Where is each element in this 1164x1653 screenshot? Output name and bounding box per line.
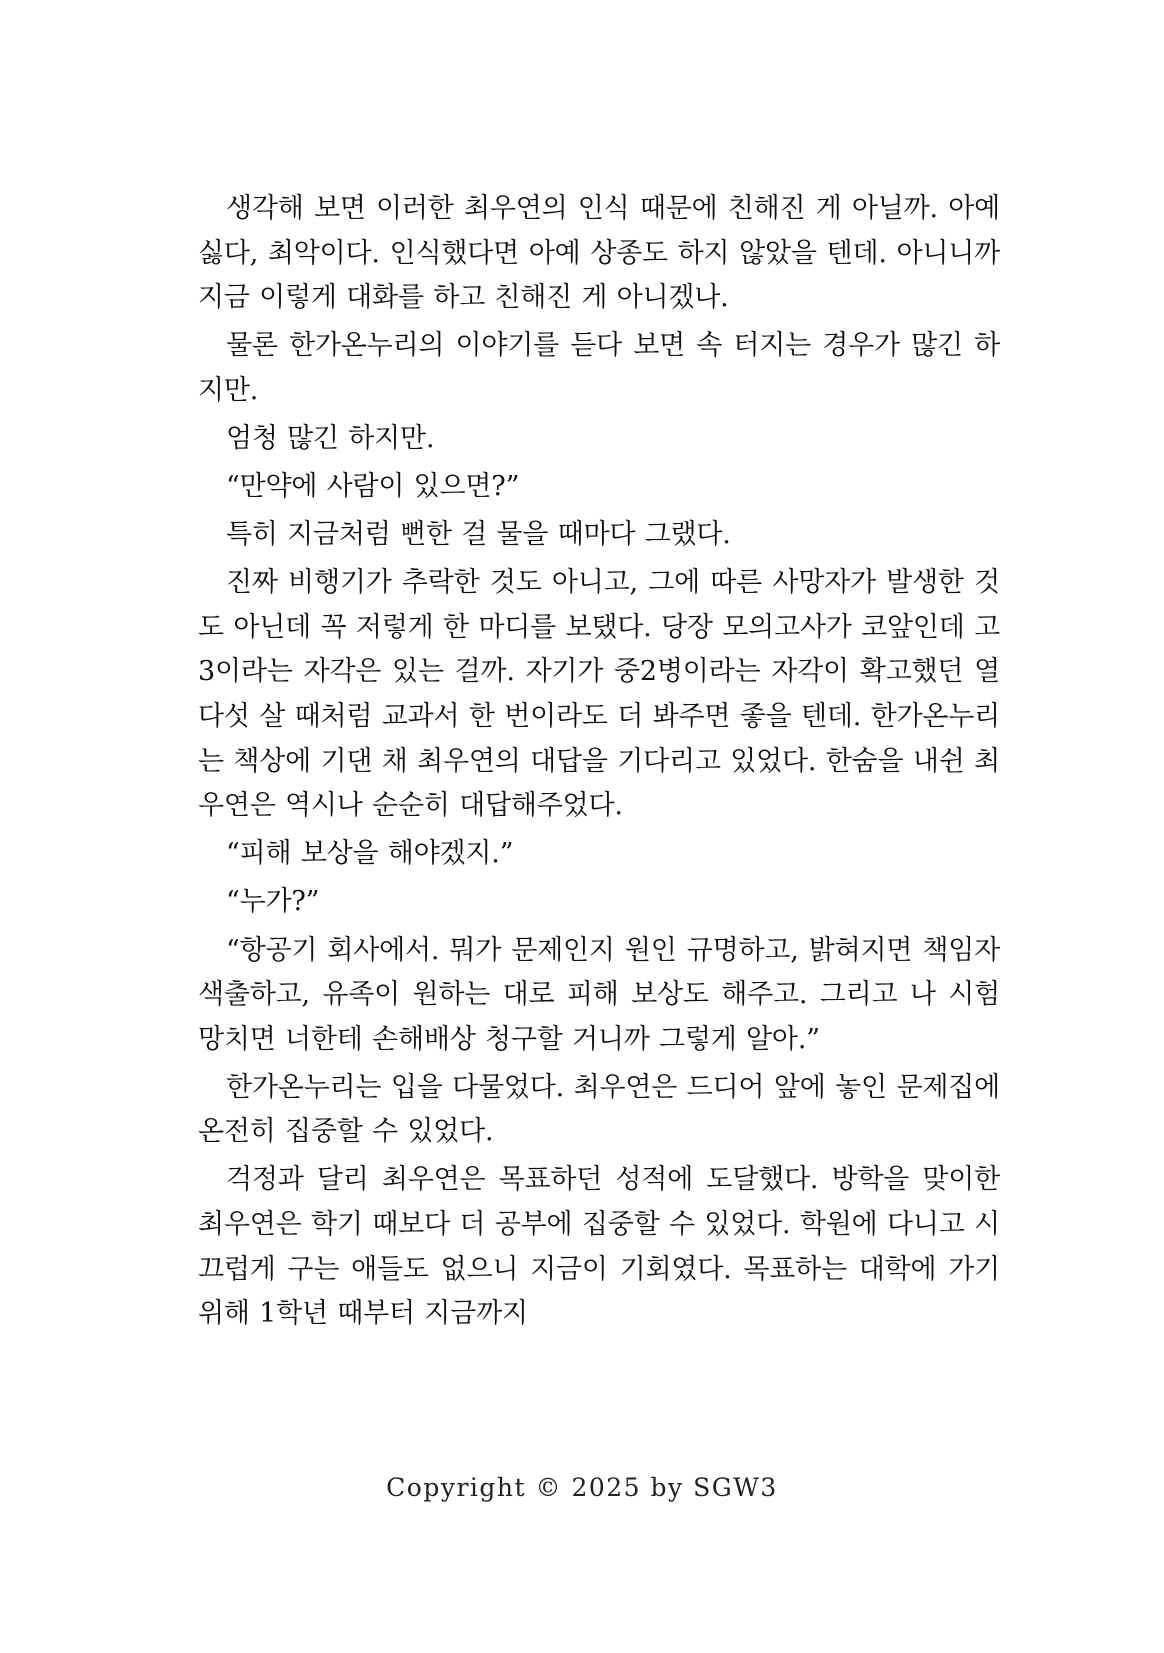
paragraph-9: “항공기 회사에서. 뭐가 문제인지 원인 규명하고, 밝혀지면 책임자 색출하고, 유족이 원하는 대로 피해 보상도 해주고. 그리고 나 시험 망치면 너한테 손해배상 청구할 거니까 그렇게 알아.” xyxy=(198,934,1000,1055)
paragraph-6: 진짜 비행기가 추락한 것도 아니고, 그에 따른 사망자가 발생한 것도 아닌데 꼭 저렇게 한 마디를 보탰다. 당장 모의고사가 코앞인데 고3이라는 자각은 있는 걸까. 자기가 중2병이라는 자각이 확고했던 열다섯 살 때처럼 교과서 한 번이라도 더 봐주면 좋을 텐데. 한가온누리는 책상에 기댄 채 최우연의 대답을 기다리고 있었다. 한숨을 내쉰 최우연은 역시나 순순히 대답해주었다. xyxy=(198,567,1000,822)
paragraph-10: 한가온누리는 입을 다물었다. 최우연은 드디어 앞에 놓인 문제집에 온전히 집중할 수 있었다. xyxy=(198,1071,1000,1148)
paragraph-8: “누가?” xyxy=(226,886,320,918)
paragraph-5: 특히 지금처럼 뻔한 걸 물을 때마다 그랬다. xyxy=(226,519,731,551)
paragraph-11: 걱정과 달리 최우연은 목표하던 성적에 도달했다. 방학을 맞이한 최우연은 학기 때보다 더 공부에 집중할 수 있었다. 학원에 다니고 시끄럽게 구는 애들도 없으니 지금이 기회였다. 목표하는 대학에 가기 위해 1학년 때부터 지금까지 xyxy=(198,1164,1000,1330)
copyright-footer: Copyright © 2025 by SGW3 xyxy=(386,1473,778,1502)
body-text xyxy=(198,187,1000,1340)
paragraph-7: “피해 보상을 해야겠지.” xyxy=(226,838,514,870)
paragraph-2: 물론 한가온누리의 이야기를 듣다 보면 속 터지는 경우가 많긴 하지만. xyxy=(198,330,1000,406)
paragraph-3: 엄청 많긴 하지만. xyxy=(226,422,435,454)
paragraph-4: “만약에 사람이 있으면?” xyxy=(226,471,520,503)
paragraph-1: 생각해 보면 이러한 최우연의 인식 때문에 친해진 게 아닐까. 아예 싫다, 최악이다. 인식했다면 아예 상종도 하지 않았을 텐데. 아니니까 지금 이렇게 대화를 하고 친해진 게 아니겠나. xyxy=(198,193,1000,314)
